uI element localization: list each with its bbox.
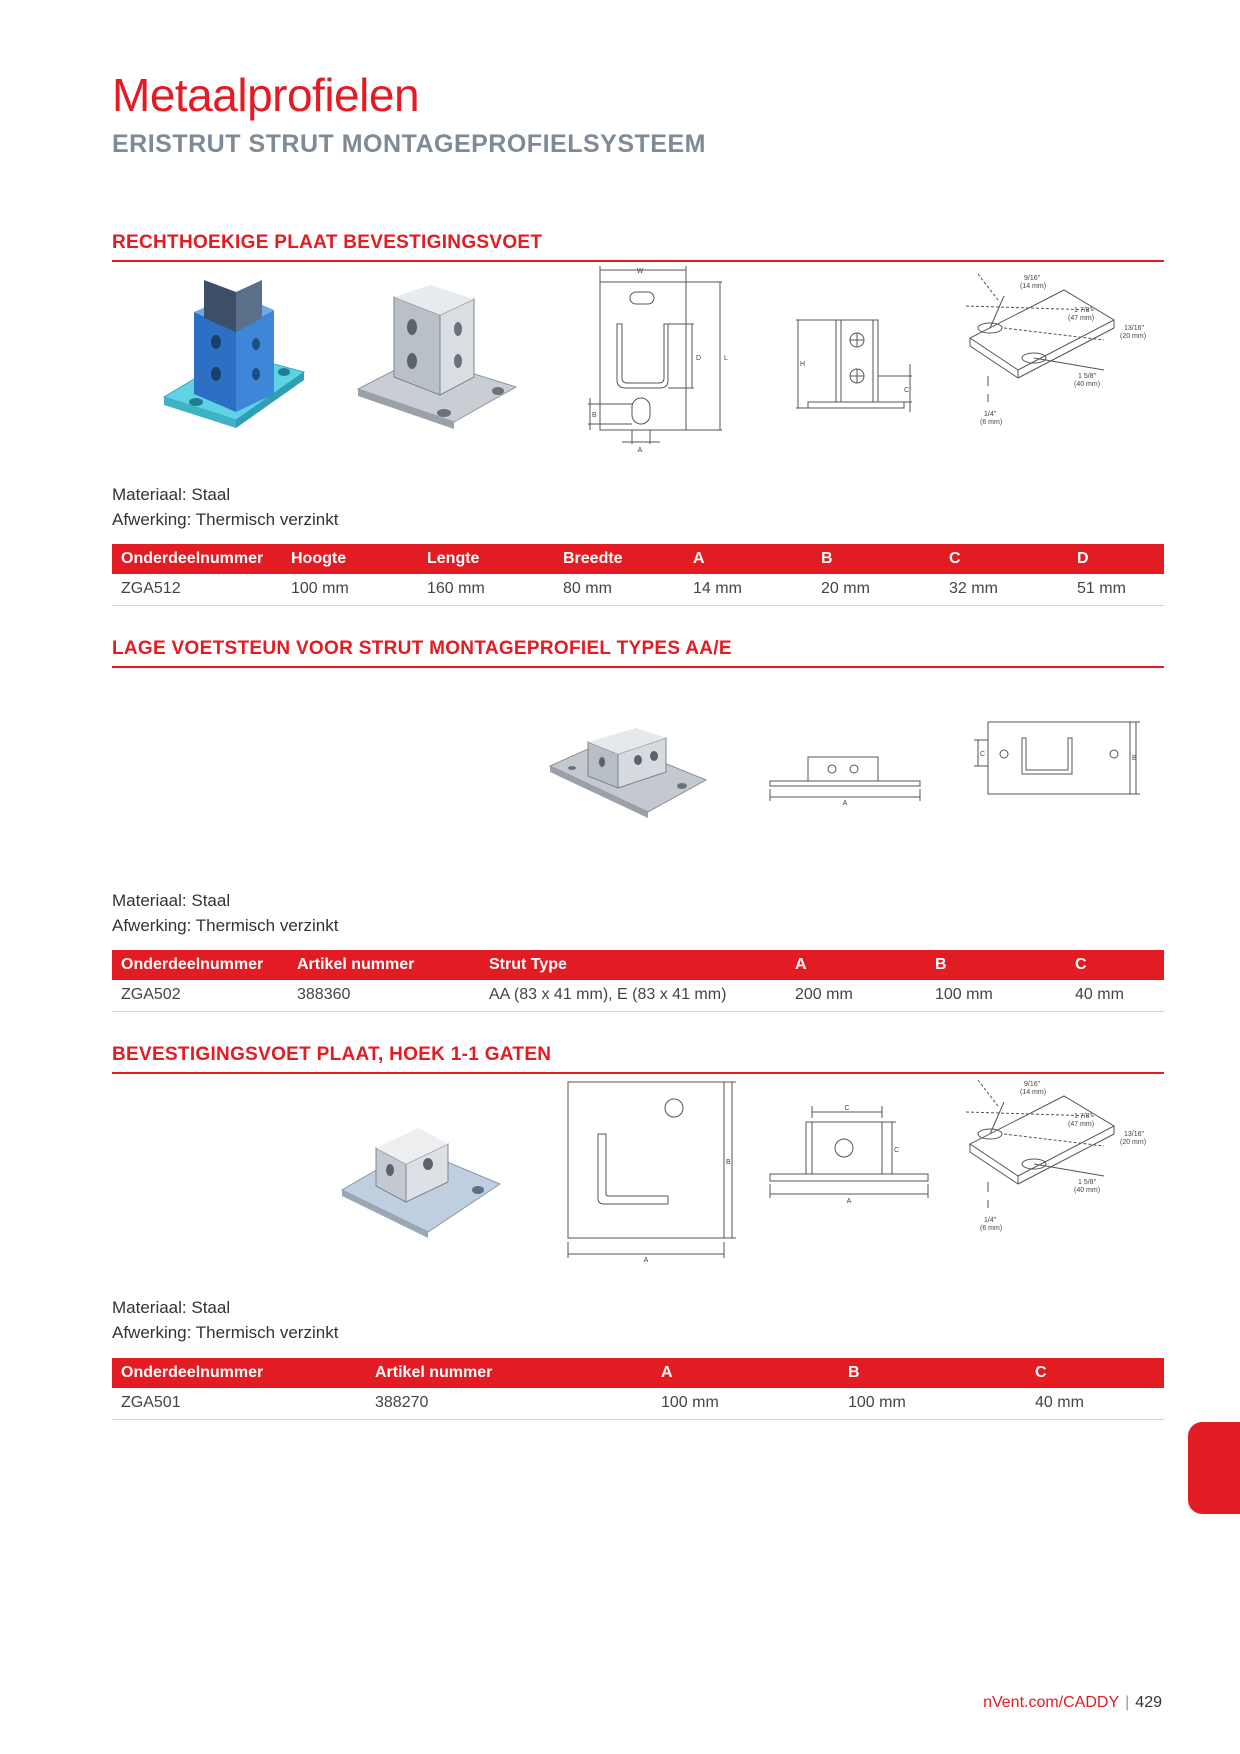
label-13-16: 13/16"	[1124, 1131, 1145, 1138]
drawing-top-view	[972, 718, 1142, 808]
label-47mm: (47 mm)	[1068, 1121, 1095, 1128]
material: Materiaal: Staal	[112, 1298, 231, 1317]
label-c: C	[904, 387, 910, 394]
table-cell: ZGA512	[112, 574, 282, 605]
table-header-row	[112, 1358, 1164, 1388]
product-figures	[112, 262, 1164, 452]
col-header: C	[940, 544, 1068, 574]
footer-site-link[interactable]: nVent.com/CADDY	[983, 1694, 1120, 1711]
finish: Afwerking: Thermisch verzinkt	[112, 510, 339, 529]
label-b: B	[726, 1159, 731, 1166]
label-40mm: (40 mm)	[1074, 381, 1101, 388]
page-title: Metaalprofielen	[112, 69, 420, 121]
label-b: B	[592, 412, 597, 419]
table-cell: 51 mm	[1068, 574, 1164, 605]
col-header: B	[812, 544, 940, 574]
label-1-7-8: 1 7/8"	[1074, 1113, 1093, 1120]
spec-text	[112, 482, 338, 532]
col-header: Onderdeelnummer	[112, 950, 288, 980]
table-cell: ZGA501	[112, 1388, 366, 1419]
label-1-5-8: 1 5/8"	[1078, 373, 1097, 380]
label-14mm: (14 mm)	[1020, 1089, 1047, 1096]
label-b: B	[1132, 755, 1137, 762]
spec-table	[112, 1358, 1164, 1420]
spec-table	[112, 544, 1164, 606]
table-row	[112, 1388, 1164, 1419]
table-cell: 32 mm	[940, 574, 1068, 605]
label-1-5-8: 1 5/8"	[1078, 1179, 1097, 1186]
label-13-16: 13/16"	[1124, 325, 1145, 332]
label-40mm: (40 mm)	[1074, 1187, 1101, 1194]
col-header: A	[652, 1358, 839, 1388]
section-title: RECHTHOEKIGE PLAAT BEVESTIGINGSVOET	[112, 232, 1164, 262]
table-cell: 40 mm	[1026, 1388, 1164, 1419]
table-cell: 100 mm	[926, 980, 1066, 1011]
col-header: Hoogte	[282, 544, 418, 574]
label-l: L	[724, 355, 728, 362]
table-row	[112, 574, 1164, 605]
label-a: A	[842, 800, 848, 807]
section-angle-base-plate	[112, 1044, 1164, 1424]
col-header: Onderdeelnummer	[112, 544, 282, 574]
col-header: B	[926, 950, 1066, 980]
col-header: A	[684, 544, 812, 574]
label-w: W	[636, 268, 644, 275]
drawing-side-view	[794, 312, 934, 422]
label-c-right: C	[894, 1147, 900, 1154]
label-a: A	[637, 447, 643, 452]
label-14mm: (14 mm)	[1020, 283, 1047, 290]
label-9-16: 9/16"	[1024, 275, 1041, 282]
col-header: C	[1066, 950, 1164, 980]
col-header: C	[1026, 1358, 1164, 1388]
label-20mm: (20 mm)	[1120, 1139, 1147, 1146]
finish: Afwerking: Thermisch verzinkt	[112, 1323, 339, 1342]
footer-separator: |	[1125, 1694, 1130, 1711]
product-figures	[112, 698, 1164, 828]
table-cell: 40 mm	[1066, 980, 1164, 1011]
page-number: 429	[1135, 1694, 1162, 1711]
table-header-row	[112, 544, 1164, 574]
table-row	[112, 980, 1164, 1011]
table-cell: AA (83 x 41 mm), E (83 x 41 mm)	[480, 980, 786, 1011]
section-low-foot-support	[112, 638, 1164, 1018]
label-c: C	[980, 751, 986, 758]
col-header: Lengte	[418, 544, 554, 574]
table-cell: 14 mm	[684, 574, 812, 605]
product-photo-galvanized	[338, 1120, 503, 1238]
spec-text	[112, 1295, 338, 1345]
drawing-side-view	[768, 1102, 933, 1212]
col-header: A	[786, 950, 926, 980]
label-c-top: C	[844, 1105, 850, 1112]
col-header: B	[839, 1358, 1026, 1388]
chapter-tab	[1188, 1422, 1240, 1514]
label-9-16: 9/16"	[1024, 1081, 1041, 1088]
label-a: A	[846, 1198, 852, 1205]
label-47mm: (47 mm)	[1068, 315, 1095, 322]
table-cell: 200 mm	[786, 980, 926, 1011]
material: Materiaal: Staal	[112, 891, 231, 910]
label-d: D	[696, 355, 702, 362]
table-cell: 160 mm	[418, 574, 554, 605]
table-header-row	[112, 950, 1164, 980]
product-photo-galvanized	[354, 277, 519, 437]
drawing-top-view	[552, 1072, 737, 1262]
label-h: H	[800, 361, 806, 368]
label-6mm: (6 mm)	[980, 1225, 1003, 1232]
page-subtitle: ERISTRUT STRUT MONTAGEPROFIELSYSTEEM	[112, 130, 706, 158]
table-cell: 80 mm	[554, 574, 684, 605]
label-1-4: 1/4"	[984, 411, 997, 418]
label-1-4: 1/4"	[984, 1217, 997, 1224]
col-header: Strut Type	[480, 950, 786, 980]
drawing-plate-holes	[964, 1076, 1164, 1256]
label-6mm: (6 mm)	[980, 419, 1003, 426]
drawing-side-view	[768, 753, 928, 808]
material: Materiaal: Staal	[112, 485, 231, 504]
section-title: BEVESTIGINGSVOET PLAAT, HOEK 1-1 GATEN	[112, 1044, 1164, 1074]
col-header: Artikel nummer	[366, 1358, 652, 1388]
product-photo-blue	[156, 272, 306, 437]
table-cell: ZGA502	[112, 980, 288, 1011]
spec-text	[112, 888, 338, 938]
label-20mm: (20 mm)	[1120, 333, 1147, 340]
col-header: D	[1068, 544, 1164, 574]
product-photo-galvanized	[548, 728, 708, 828]
label-1-7-8: 1 7/8"	[1074, 307, 1093, 314]
page-footer	[983, 1694, 1162, 1712]
table-cell: 100 mm	[839, 1388, 1026, 1419]
label-a: A	[643, 1257, 649, 1262]
col-header: Artikel nummer	[288, 950, 480, 980]
table-cell: 100 mm	[652, 1388, 839, 1419]
col-header: Breedte	[554, 544, 684, 574]
table-cell: 20 mm	[812, 574, 940, 605]
drawing-plate-holes	[964, 270, 1164, 450]
table-cell: 100 mm	[282, 574, 418, 605]
table-cell: 388360	[288, 980, 480, 1011]
table-cell: 388270	[366, 1388, 652, 1419]
finish: Afwerking: Thermisch verzinkt	[112, 916, 339, 935]
product-figures	[112, 1072, 1164, 1272]
col-header: Onderdeelnummer	[112, 1358, 366, 1388]
drawing-front-view	[582, 262, 757, 452]
section-title: LAGE VOETSTEUN VOOR STRUT MONTAGEPROFIEL TYPES AA/E	[112, 638, 1164, 668]
spec-table	[112, 950, 1164, 1012]
section-rectangular-base-plate	[112, 232, 1164, 612]
